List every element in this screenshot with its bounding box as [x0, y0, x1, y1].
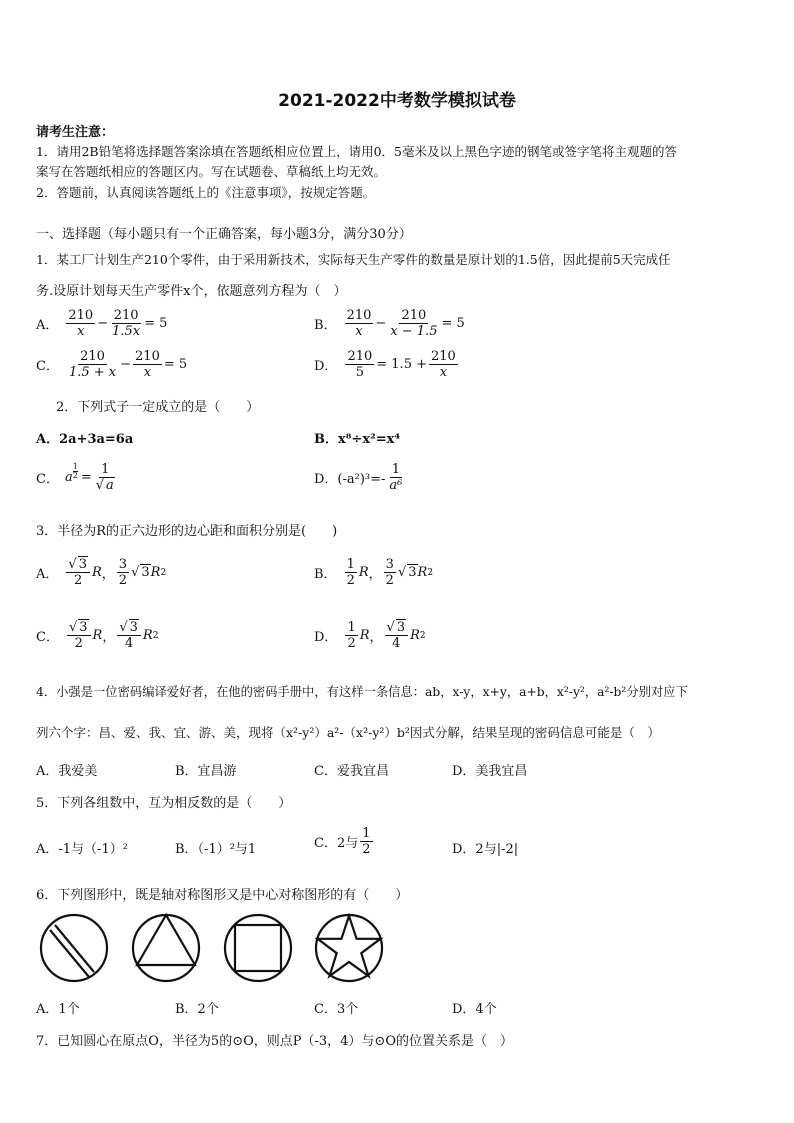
circle-with-square-figure	[225, 915, 291, 981]
q3-option-a[interactable]: A． $\frac{√ 3}{2}$ R ， $\frac{3}{2}$ √ 3 R 2	[36, 557, 167, 588]
rhs: = 5	[144, 316, 168, 331]
q2-option-a[interactable]: A．2a+3a=6a	[36, 432, 134, 447]
q5-stem: 5．下列各组数中，互为相反数的是（ ）	[36, 796, 292, 811]
q7-stem: 7．已知圆心在原点O，半径为5的⊙O，则点P（-3，4）与⊙O的位置关系是（ ）	[36, 1034, 513, 1049]
q6-option-c[interactable]: C．3个	[314, 1002, 359, 1017]
option-text: C．2与	[314, 836, 359, 851]
rhs: = 5	[163, 357, 188, 372]
denominator: x − 1.5	[390, 324, 438, 339]
circle-with-star-figure	[316, 915, 382, 981]
denominator: 5	[355, 365, 364, 380]
denominator: x	[355, 324, 363, 339]
q4-stem-line2: 列六个字：昌、爱、我、宜、游、美，现将（x²-y²）a²-（x²-y²）b²因式分解，结果呈现的密码信息可能是（ ）	[36, 725, 660, 740]
notice-line-1b: 案写在答题纸相应的答题区内。写在试题卷、草稿纸上均无效。	[36, 164, 387, 179]
q5-option-b[interactable]: B．（-1）²与1	[175, 842, 257, 857]
q3-option-b[interactable]: B． $\frac{1}{2}$ R ， $\frac{3}{2}$ √ 3 R 2	[314, 557, 434, 588]
rhs: = 5	[441, 316, 465, 331]
denominator: 1.5x	[112, 324, 141, 339]
q6-figures	[36, 912, 386, 986]
q2-option-b[interactable]: B．x⁸÷x²=x⁴	[314, 432, 401, 447]
notice-line-1a: 1．请用2B铅笔将选择题答案涂填在答题纸相应位置上，请用0．5毫米及以上黑色字迹的钢笔或签字笔将主观题的答	[36, 144, 677, 159]
q1-stem-line2: 务.设原计划每天生产零件x个，依题意列方程为（ ）	[36, 284, 347, 299]
option-label: A．	[36, 318, 59, 333]
option-text: D．(-a²)³=-	[314, 472, 386, 487]
option-label: D．	[314, 359, 338, 374]
denominator: x	[77, 324, 85, 339]
q3-stem: 3．半径为R的正六边形的边心距和面积分别是( )	[36, 524, 338, 539]
page-title: 2021-2022中考数学模拟试卷	[278, 91, 516, 111]
denominator: a⁶	[389, 478, 403, 493]
numerator: 210	[80, 349, 105, 364]
denominator: a	[106, 478, 114, 493]
numerator: 210	[68, 308, 94, 323]
option-label: B．	[314, 318, 337, 333]
q3-option-d[interactable]: D． $\frac{1}{2}$ R ， $\frac{√ 3}{4}$ R 2	[314, 620, 426, 651]
notice-heading: 请考生注意：	[36, 125, 115, 140]
q4-stem-line1: 4．小强是一位密码编译爱好者，在他的密码手册中，有这样一条信息：ab，x-y，x+y，a+b，x²-y²，a²-b²分别对应下	[36, 685, 688, 699]
q1-stem-line1: 1．某工厂计划生产210个零件，由于采用新技术，实际每天生产零件的数量是原计划的1.5倍，因此提前5天完成任	[36, 252, 671, 267]
numerator: 210	[346, 308, 372, 323]
q5-option-d[interactable]: D．2与|-2|	[452, 842, 519, 857]
numerator: 210	[113, 308, 139, 323]
q1-option-b[interactable]: B． $\frac{210}{x}$ − $\frac{210}{x - 1.5}$ = 5	[314, 308, 465, 339]
q1-option-c[interactable]: C． $\frac{210}{1.5 + x}$ − $\frac{210}{x}$ = 5	[36, 349, 188, 380]
q2-stem: 2．下列式子一定成立的是（ ）	[56, 400, 260, 415]
option-label: D．	[314, 630, 338, 645]
q4-option-d[interactable]: D．美我宜昌	[452, 764, 528, 779]
q5-option-a[interactable]: A．-1与（-1）²	[36, 842, 128, 857]
q4-option-a[interactable]: A．我爱美	[36, 764, 98, 779]
numerator: 210	[431, 349, 456, 364]
q6-option-d[interactable]: D．4个	[452, 1002, 497, 1017]
denominator: x	[143, 365, 152, 380]
denominator: 2	[362, 842, 371, 857]
numerator: 210	[135, 349, 160, 364]
q2-option-d[interactable]	[314, 462, 406, 493]
option-label: C．	[36, 472, 59, 487]
q1-option-a[interactable]: A． $\frac{210}{x}$ − $\frac{210}{1.5x}$ = 5	[36, 308, 168, 339]
q5-option-c[interactable]	[314, 826, 375, 857]
numerator: 1	[362, 826, 371, 841]
q6-option-b[interactable]: B．2个	[175, 1002, 219, 1017]
q6-stem: 6．下列图形中，既是轴对称图形又是中心对称图形的有（ ）	[36, 888, 409, 903]
denominator: 1.5 + x	[68, 365, 117, 380]
denominator: x	[439, 365, 448, 380]
q2-option-c[interactable]: C． a $\frac{1}{2}$ = $\frac{1}{√ a}$	[36, 462, 114, 493]
notice-line-2: 2．答题前，认真阅读答题纸上的《注意事项》，按规定答题。	[36, 185, 376, 200]
option-label: C．	[36, 630, 59, 645]
q4-option-b[interactable]: B．宜昌游	[175, 764, 237, 779]
numerator: 210	[347, 349, 373, 364]
q4-option-c[interactable]: C．爱我宜昌	[314, 764, 389, 779]
circle-with-triangle-figure	[133, 915, 199, 981]
option-label: B．	[314, 567, 337, 582]
q3-option-c[interactable]: C． $\frac{√ 3}{2}$ R ， $\frac{√ 3}{4}$ R 2	[36, 620, 159, 651]
section-heading: 一、选择题（每小题只有一个正确答案，每小题3分，满分30分）	[36, 227, 412, 242]
numerator: 210	[401, 308, 427, 323]
middle-term: = 1.5 +	[376, 357, 427, 372]
option-label: A．	[36, 567, 59, 582]
numerator: 1	[101, 462, 110, 477]
q6-option-a[interactable]: A．1个	[36, 1002, 80, 1017]
option-label: C．	[36, 359, 59, 374]
numerator: 1	[391, 462, 401, 477]
q1-option-d[interactable]	[314, 349, 460, 380]
circle-with-slash-figure	[41, 915, 107, 981]
